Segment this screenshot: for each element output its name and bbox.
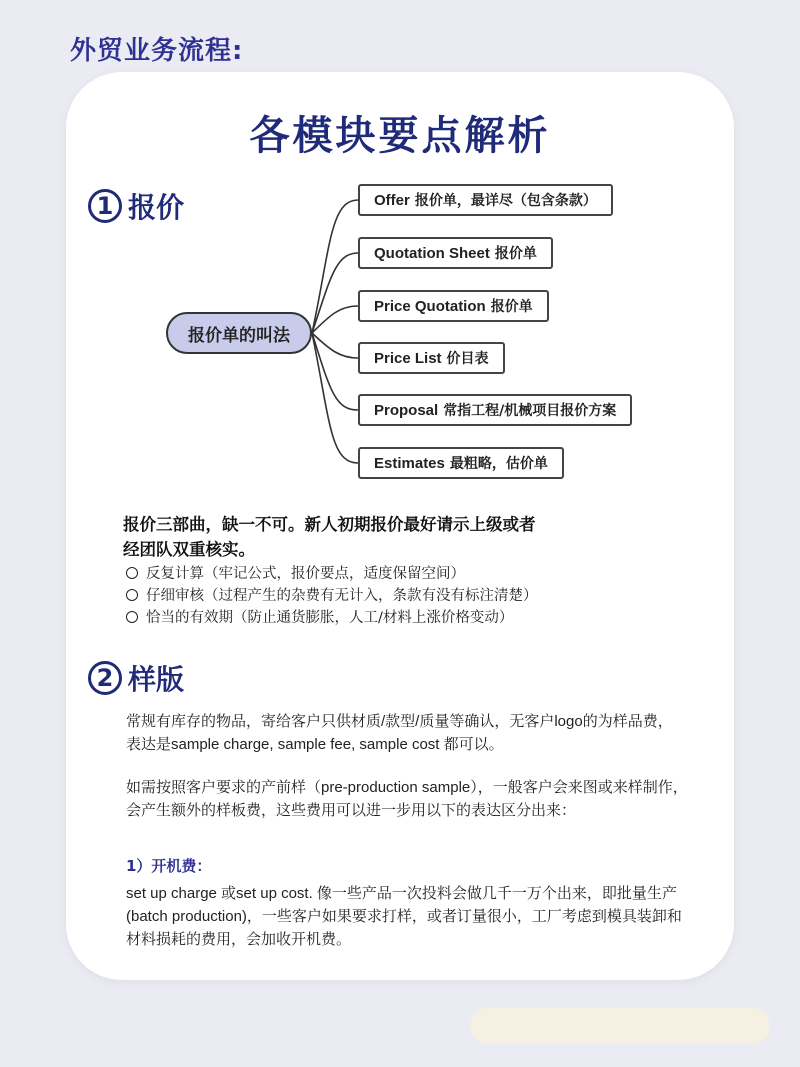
setup-fee-heading: 1）开机费： — [126, 857, 212, 875]
tip-text: 仔细审核（过程产生的杂费有无计入，条款有没有标注清楚） — [146, 588, 538, 604]
light-glare — [470, 1008, 770, 1044]
tip-item — [126, 562, 465, 583]
mindmap-center-node: 报价单的叫法 — [166, 312, 312, 354]
circle-bullet-icon — [126, 611, 138, 623]
sample-paragraph-2 — [126, 776, 706, 822]
section-2-title: 样版 — [128, 663, 185, 696]
circle-bullet-icon — [126, 567, 138, 579]
mindmap-leaf-quotation-sheet — [358, 237, 553, 269]
paragraph-line: 表达是sample charge, sample fee, sample cost 都可以。 — [126, 736, 504, 753]
leaf-zh-label: 价目表 — [446, 351, 489, 367]
section-1-number: 1 — [88, 189, 122, 223]
sample-paragraph-1 — [126, 710, 706, 756]
leaf-en-label: Quotation Sheet — [374, 244, 490, 262]
paragraph-line: 会产生额外的样板费，这些费用可以进一步用以下的表达区分出来： — [126, 802, 577, 819]
circle-bullet-icon — [126, 589, 138, 601]
mindmap-leaf-proposal — [358, 394, 632, 426]
leaf-en-label: Price List — [374, 349, 442, 367]
card-title: 各模块要点解析 — [249, 113, 551, 159]
connector-quotation-sheet — [312, 253, 358, 333]
tip-text: 反复计算（牢记公式，报价要点，适度保留空间） — [146, 566, 465, 582]
section-1-title: 报价 — [128, 191, 185, 224]
leaf-zh-label: 报价单 — [494, 246, 537, 262]
mindmap-leaf-offer — [358, 184, 613, 216]
leaf-zh-label: 常指工程/机械项目报价方案 — [443, 403, 617, 419]
paragraph-line: 常规有库存的物品，寄给客户只供材质/款型/质量等确认，无客户logo的为样品费， — [126, 713, 673, 730]
leaf-zh-label: 报价单 — [490, 299, 533, 315]
tip-item — [126, 606, 513, 627]
leaf-en-label: Price Quotation — [374, 297, 486, 315]
setup-fee-paragraph — [126, 882, 706, 951]
paragraph-line: 如需按照客户要求的产前样（pre-production sample），一般客户会来图或来样制作， — [126, 779, 688, 796]
leaf-en-label: Estimates — [374, 454, 445, 472]
mindmap-leaf-estimates — [358, 447, 564, 479]
leaf-en-label: Proposal — [374, 401, 439, 419]
paragraph-line: (batch production)，一些客户如果要求打样，或者订量很小，工厂考虑到模具装卸和 — [126, 908, 682, 925]
tip-text: 恰当的有效期（防止通货膨胀，人工/材料上涨价格变动） — [146, 610, 514, 626]
quote-summary-line: 经团队双重核实。 — [123, 540, 255, 559]
quote-summary-line: 报价三部曲，缺一不可。新人初期报价最好请示上级或者 — [123, 515, 536, 534]
leaf-en-label: Offer — [374, 191, 410, 209]
section-2-number: 2 — [88, 661, 122, 695]
leaf-zh-label: 最粗略，估价单 — [449, 456, 548, 472]
paragraph-line: set up charge 或set up cost. 像一些产品一次投料会做几千一万个出来，即批量生产 — [126, 885, 677, 902]
mindmap-leaf-price-quotation — [358, 290, 549, 322]
page-heading: 外贸业务流程: — [70, 36, 244, 66]
paragraph-line: 材料损耗的费用，会加收开机费。 — [126, 931, 352, 948]
leaf-zh-label: 报价单，最详尽（包含条款） — [414, 193, 597, 209]
section-2-heading — [88, 658, 184, 698]
quote-summary — [123, 512, 623, 562]
tip-item — [126, 584, 538, 605]
mindmap-leaf-price-list — [358, 342, 505, 374]
